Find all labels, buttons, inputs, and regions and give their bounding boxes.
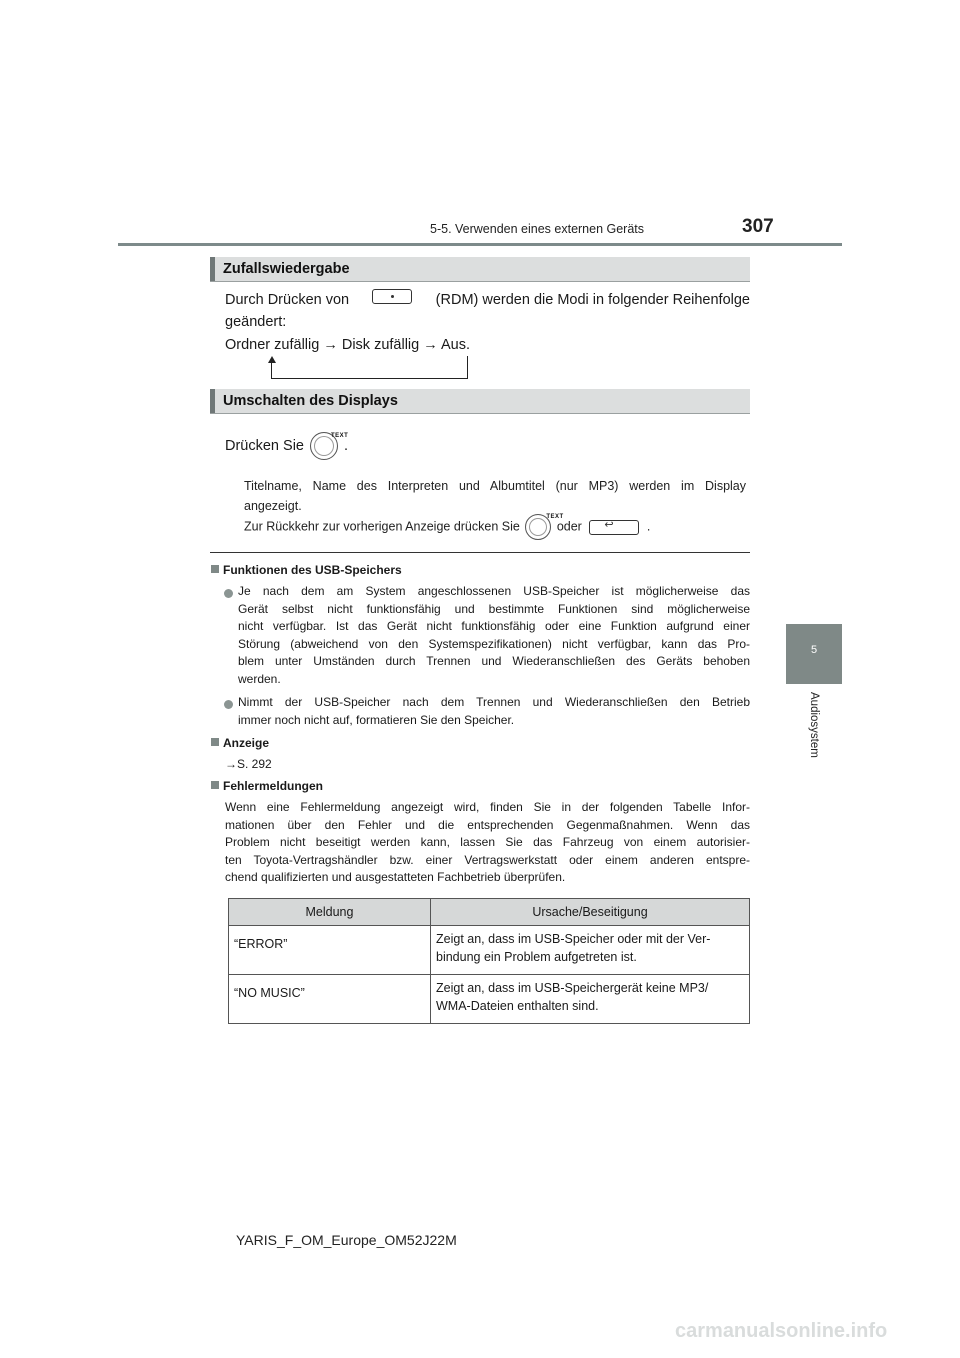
rdm-key-icon: [372, 289, 412, 304]
display-page-ref: →S. 292: [225, 757, 272, 771]
error-messages-text: Wenn eine Fehlermeldung angezeigt wird, finden Sie in der folgenden Tabelle Infor- mationen über den Fehler und die entsprechenden Gegenmaßnahmen. Wenn das Problem nicht beseitigt werden kann, lassen Sie das Fahrzeug von einem autorisier- ten Toyota-Vertragshändler bzw. einer Vertragswerkstatt oder einem anderen entspre- chend qualifizierten und ausgestatteten Fachbetrieb überprüfen.: [225, 800, 750, 884]
usb-bullet-1: Je nach dem am System angeschlossenen USB-Speicher ist möglicherweise das Gerät selbst nicht funktionsfähig und bestimmte Funktionen sind möglicherweise nicht verfügbar. Ist das Gerät nicht funktionsfähig oder eine Funktion aufgrund einer Störung (abweichend von den Systemspezifikationen) nicht verfügbar, kann das Pro- blem unter Umständen durch Trennen und Wiederanschließen des Geräts behoben werden.: [238, 584, 750, 686]
chapter-number: 5: [810, 644, 818, 656]
cause-cell: Zeigt an, dass im USB-Speichergerät keine MP3/ WMA-Dateien enthalten sind.: [431, 975, 750, 1024]
back-key-icon: ↩: [589, 520, 639, 535]
table-row: [229, 975, 750, 1024]
error-table: [228, 898, 750, 1024]
section-header-display-switch: Umschalten des Displays: [210, 389, 750, 414]
column-header-message: Meldung: [229, 899, 431, 926]
column-header-cause: Ursache/Beseitigung: [431, 899, 750, 926]
loop-arrow-head: [268, 356, 276, 363]
message-cell: “ERROR”: [229, 926, 431, 975]
usb-bullet-2: Nimmt der USB-Speicher nach dem Trennen und Wiederanschließen den Betrieb immer noch nicht auf, formatieren Sie den Speicher.: [238, 695, 750, 727]
random-mode-sequence: Ordner zufällig → Disk zufällig → Aus.: [225, 337, 470, 353]
error-messages-heading: Fehlermeldungen: [211, 778, 323, 796]
bullet-dot-1: [224, 589, 233, 598]
table-row: [229, 926, 750, 975]
return-instruction: Zur Rückkehr zur vorherigen Anzeige drücken Sie TEXT oder ↩ .: [244, 514, 650, 540]
text-knob-icon-small: TEXT: [525, 514, 551, 540]
watermark: carmanualsonline.info: [675, 1320, 888, 1342]
page-number: 307: [742, 216, 774, 237]
loop-arrow-bottom: [271, 378, 468, 379]
header-divider: [118, 243, 842, 246]
message-cell: “NO MUSIC”: [229, 975, 431, 1024]
random-play-description: Durch Drücken von (RDM) werden die Modi in folgender Reihenfolge geändert:: [225, 289, 750, 333]
document-code: YARIS_F_OM_Europe_OM52J22M: [236, 1232, 457, 1248]
usb-functions-heading: Funktionen des USB-Speichers: [211, 562, 402, 580]
display-instruction: Drücken Sie TEXT .: [225, 432, 348, 460]
table-header-row: [229, 899, 750, 926]
section-header-random-play: Zufallswiedergabe: [210, 257, 750, 282]
cause-cell: Zeigt an, dass im USB-Speicher oder mit der Ver- bindung ein Problem aufgetreten ist.: [431, 926, 750, 975]
display-info: Titelname, Name des Interpreten und Albumtitel (nur MP3) werden im Display angezeigt.: [244, 479, 746, 513]
text-knob-icon: TEXT: [310, 432, 338, 460]
section-breadcrumb: 5-5. Verwenden eines externen Geräts: [430, 222, 645, 236]
notes-divider: [210, 552, 750, 553]
loop-arrow-right: [467, 356, 468, 379]
chapter-label: Audiosystem: [808, 692, 820, 758]
display-heading: Anzeige: [211, 735, 269, 753]
bullet-dot-2: [224, 700, 233, 709]
